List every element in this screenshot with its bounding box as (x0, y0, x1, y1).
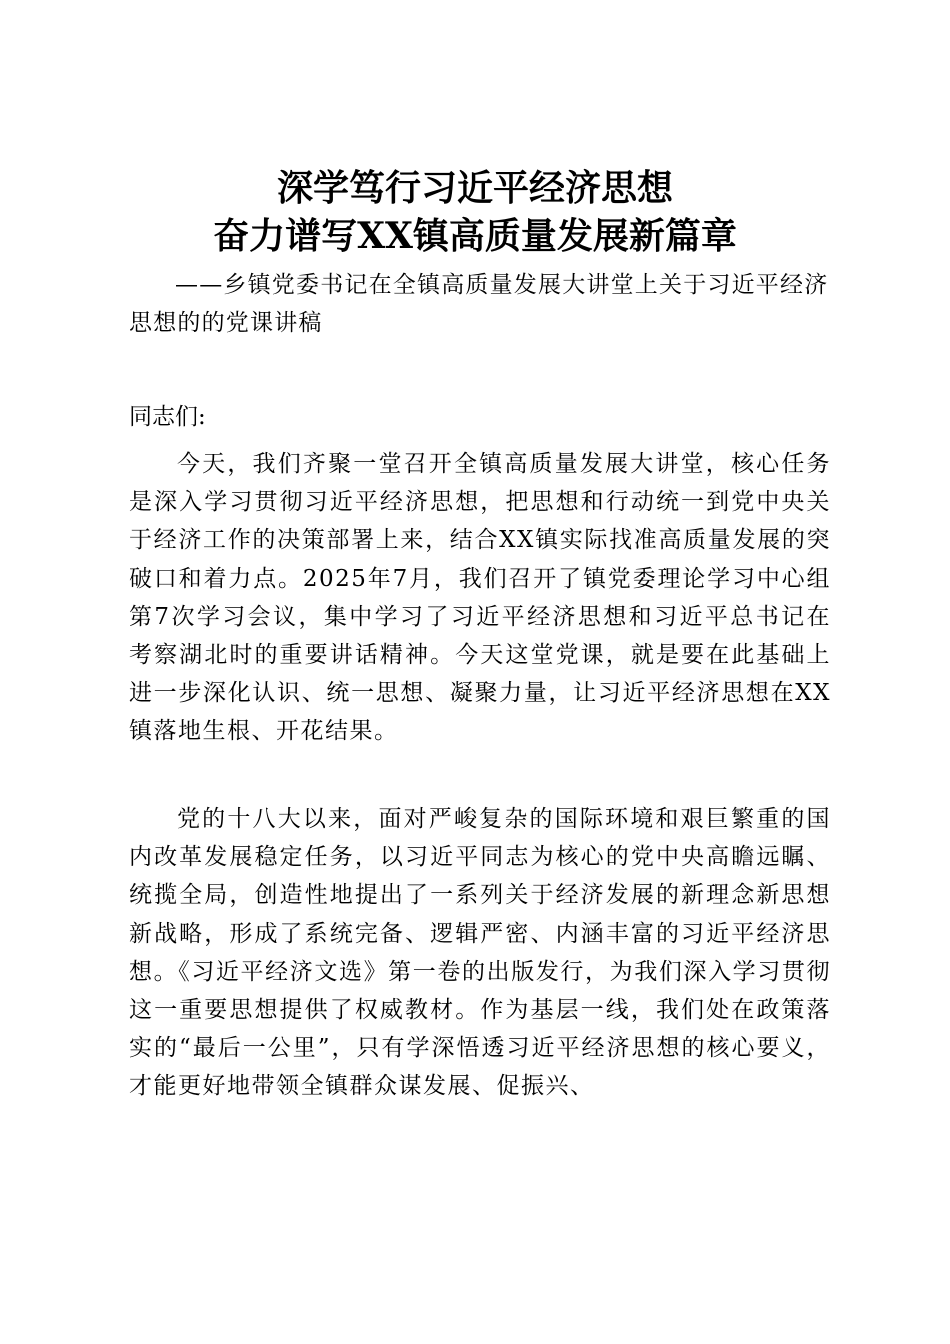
body-paragraph-1: 今天，我们齐聚一堂召开全镇高质量发展大讲堂，核心任务是深入学习贯彻习近平经济思想，把思想和行动统一到党中央关于经济工作的决策部署上来，结合XX镇实际找准高质量发展的突破口和着力点。2025年7月，我们召开了镇党委理论学习中心组第7次学习会议，集中学习了习近平经济思想和习近平总书记在考察湖北时的重要讲话精神。今天这堂党课，就是要在此基础上进一步深化认识、统一思想、凝聚力量，让习近平经济思想在XX镇落地生根、开花结果。 (129, 451, 831, 745)
body-paragraph-2: 党的十八大以来，面对严峻复杂的国际环境和艰巨繁重的国内改革发展稳定任务，以习近平同志为核心的党中央高瞻远瞩、统揽全局，创造性地提出了一系列关于经济发展的新理念新思想新战略，形成了系统完备、逻辑严密、内涵丰富的习近平经济思想。《习近平经济文选》第一卷的出版发行，为我们深入学习贯彻这一重要思想提供了权威教材。作为基层一线，我们处在政策落实的“最后一公里”，只有学深悟透习近平经济思想的核心要义，才能更好地带领全镇群众谋发展、促振兴、 (129, 806, 831, 1100)
subtitle: ——乡镇党委书记在全镇高质量发展大讲堂上关于习近平经济思想的的党课讲稿 (129, 272, 829, 336)
title-line-1: 深学笃行习近平经济思想 (276, 167, 673, 209)
greeting: 同志们: (129, 404, 206, 430)
title-line-2: 奋力谱写XX镇高质量发展新篇章 (213, 215, 737, 257)
